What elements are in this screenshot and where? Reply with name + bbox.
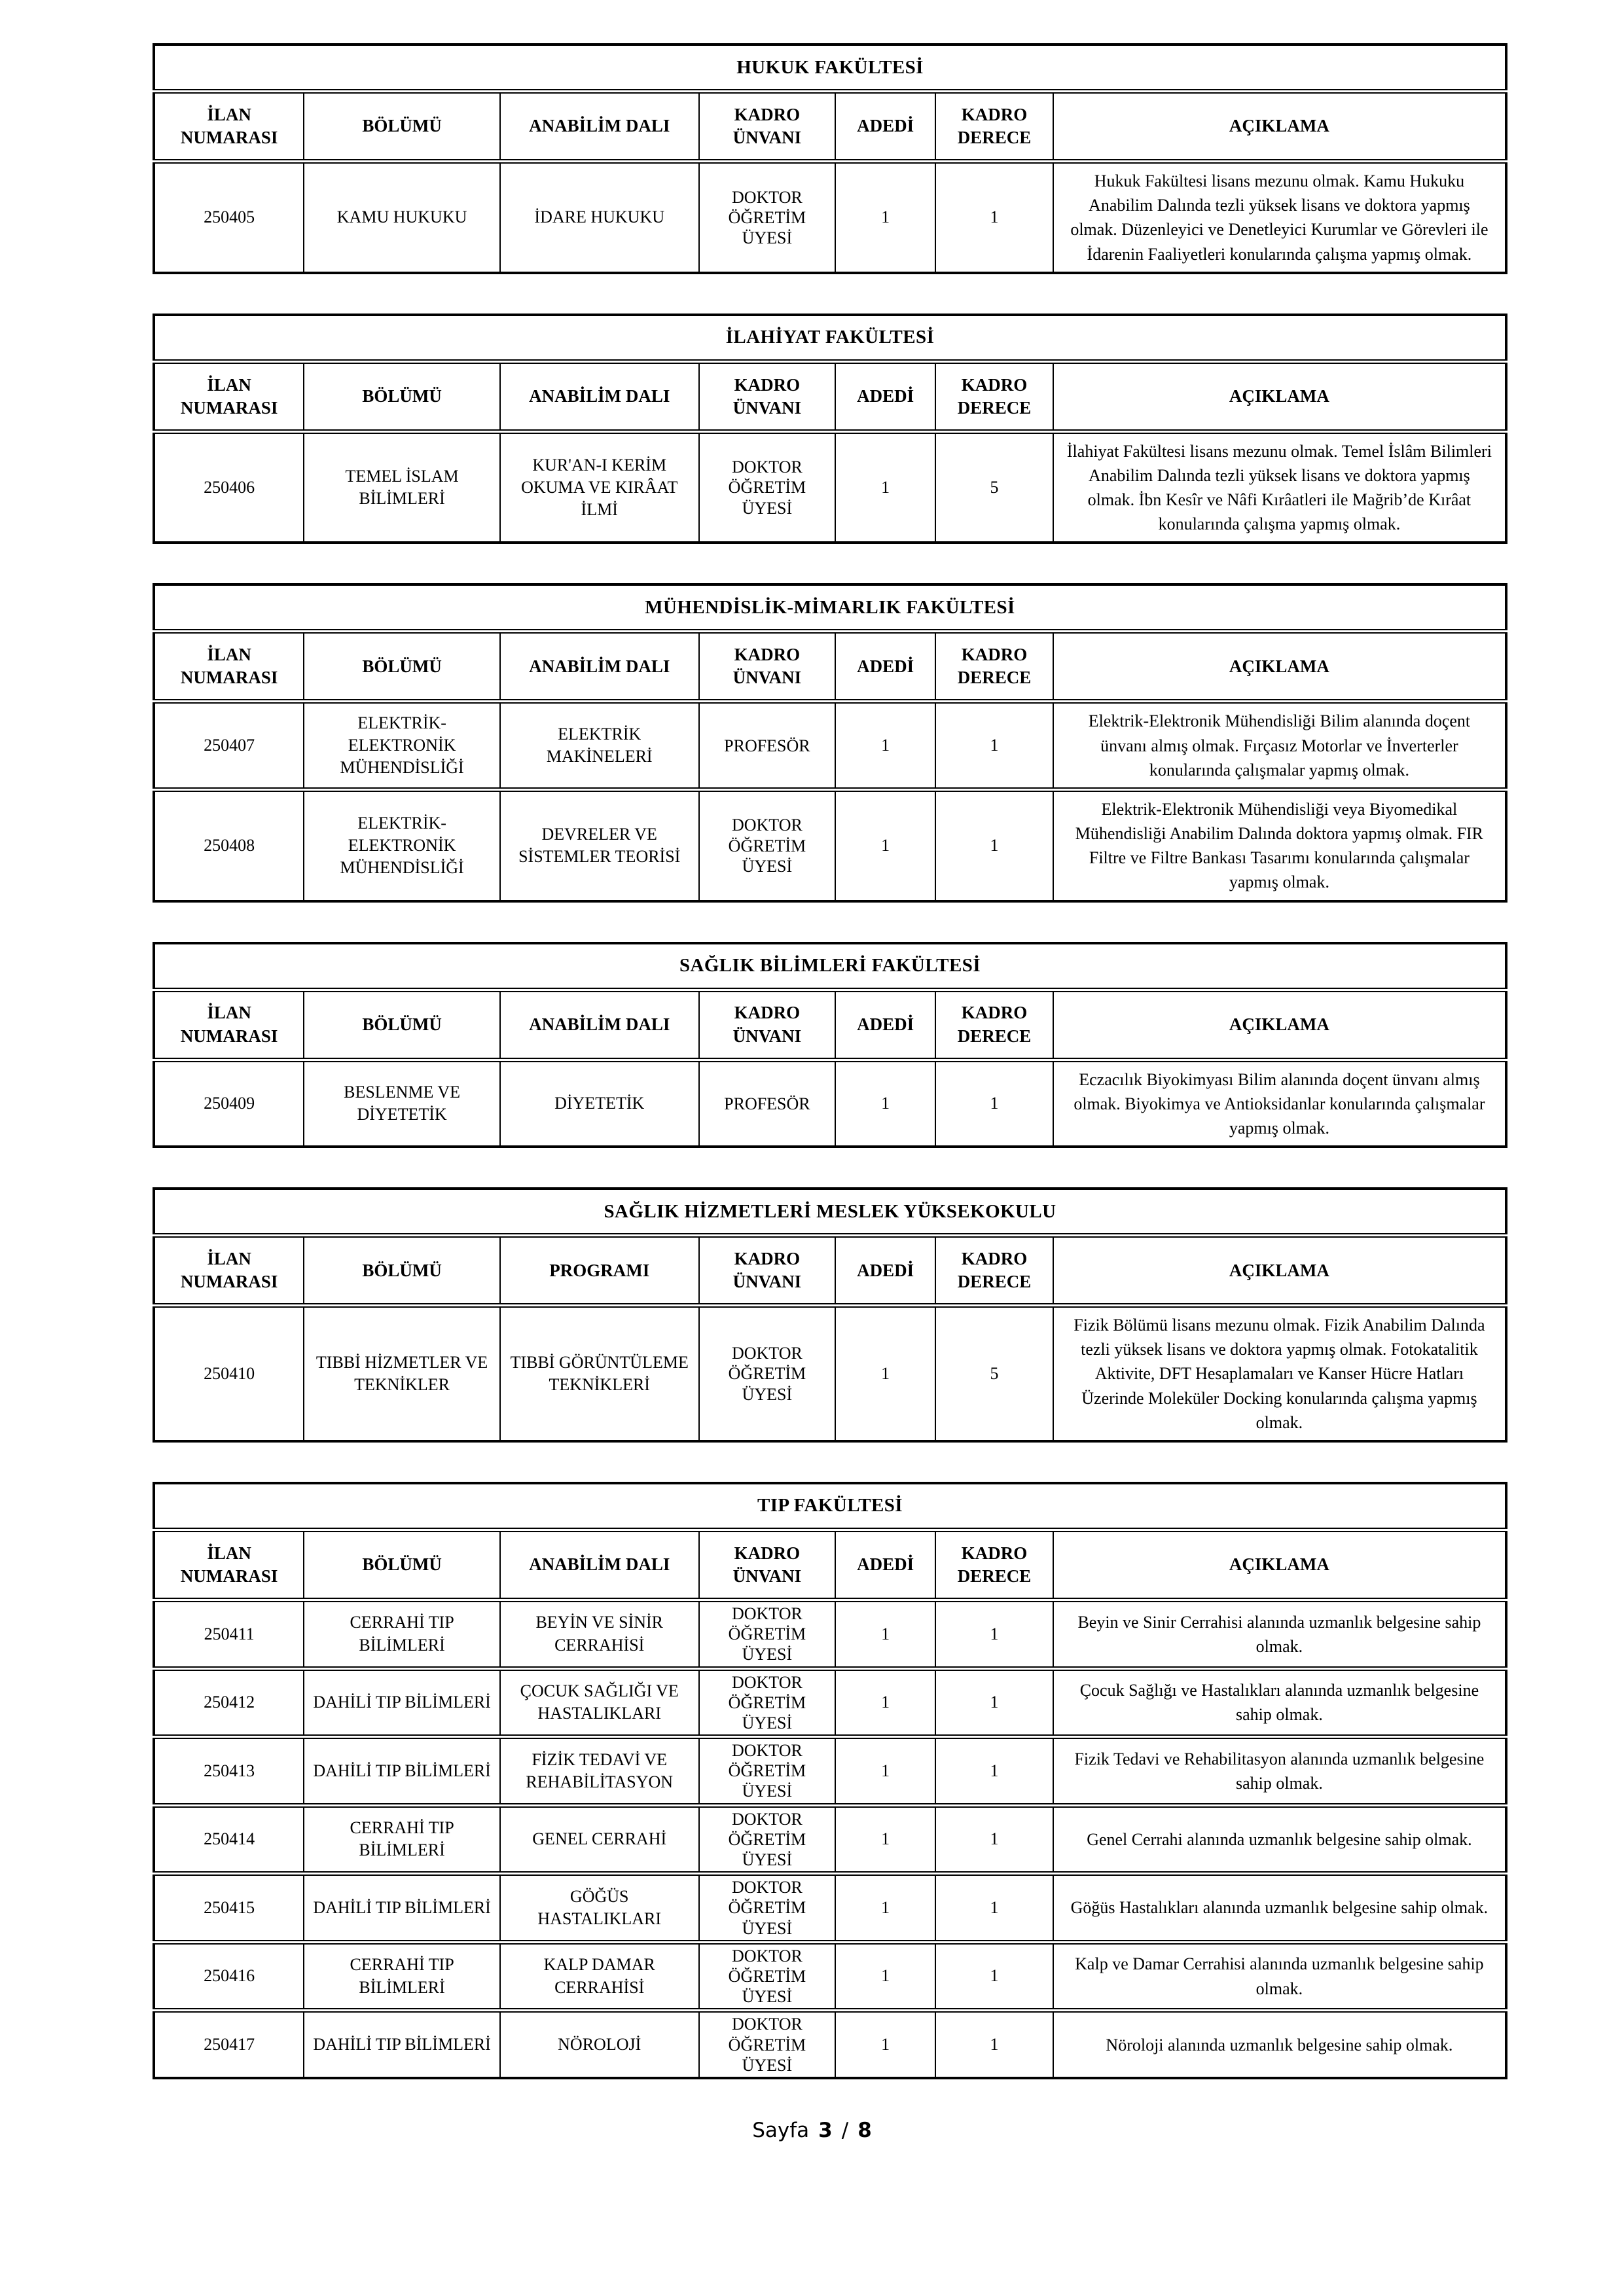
column-header-anabilim-dali: ANABİLİM DALI <box>500 92 699 162</box>
column-header-kadro-unvani: KADRO ÜNVANI <box>699 632 836 702</box>
adedi-cell: 1 <box>835 1874 935 1943</box>
position-row <box>154 1060 1506 1147</box>
bolumu-cell: CERRAHİ TIP BİLİMLERİ <box>304 1600 500 1668</box>
faculty-table-ilahiyat-fakultesi <box>153 314 1507 545</box>
column-header-kadro-derece: KADRO DERECE <box>935 632 1053 702</box>
anabilim-dali-cell: DİYETETİK <box>500 1060 699 1147</box>
column-header-bolumu: BÖLÜMÜ <box>304 632 500 702</box>
bolumu-cell: ELEKTRİK-ELEKTRONİK MÜHENDİSLİĞİ <box>304 789 500 901</box>
column-header-anabilim-dali: ANABİLİM DALI <box>500 1530 699 1600</box>
adedi-cell: 1 <box>835 1600 935 1668</box>
ilan-numarasi-cell: 250405 <box>154 162 304 273</box>
anabilim-dali-cell: GENEL CERRAHİ <box>500 1805 699 1874</box>
kadro-derece-cell: 1 <box>935 702 1053 790</box>
kadro-derece-cell: 1 <box>935 162 1053 273</box>
aciklama-cell: Fizik Tedavi ve Rehabilitasyon alanında uzmanlık belgesine sahip olmak. <box>1053 1737 1506 1806</box>
position-row <box>154 1600 1506 1668</box>
kadro-derece-cell: 5 <box>935 1306 1053 1441</box>
bolumu-cell: DAHİLİ TIP BİLİMLERİ <box>304 1668 500 1737</box>
aciklama-cell: İlahiyat Fakültesi lisans mezunu olmak. Temel İslâm Bilimleri Anabilim Dalında tezli yüksek lisans ve doktora yapmış olmak. İbn Kesîr ve Nâfi Kırâatleri ile Mağrib’de Kırâat konularında çalışma yapmış olmak. <box>1053 431 1506 543</box>
footer-page-number: 3 <box>818 2118 833 2142</box>
column-header-aciklama: AÇIKLAMA <box>1053 361 1506 431</box>
column-header-aciklama: AÇIKLAMA <box>1053 1530 1506 1600</box>
column-header-ilan-numarasi: İLAN NUMARASI <box>154 990 304 1060</box>
column-header-kadro-derece: KADRO DERECE <box>935 1530 1053 1600</box>
adedi-cell: 1 <box>835 1668 935 1737</box>
kadro-derece-cell: 1 <box>935 1942 1053 2011</box>
aciklama-cell: Göğüs Hastalıkları alanında uzmanlık belgesine sahip olmak. <box>1053 1874 1506 1943</box>
adedi-cell: 1 <box>835 431 935 543</box>
document-content <box>153 0 1507 2079</box>
faculty-table-muhendislik-mimarlik-fakultesi <box>153 583 1507 902</box>
ilan-numarasi-cell: 250415 <box>154 1874 304 1943</box>
column-header-kadro-unvani: KADRO ÜNVANI <box>699 1236 836 1306</box>
column-header-ilan-numarasi: İLAN NUMARASI <box>154 92 304 162</box>
anabilim-dali-cell: ÇOCUK SAĞLIĞI VE HASTALIKLARI <box>500 1668 699 1737</box>
kadro-derece-cell: 1 <box>935 1668 1053 1737</box>
aciklama-cell: Elektrik-Elektronik Mühendisliği Bilim alanında doçent ünvanı almış olmak. Fırçasız Motorlar ve İnverterler konularında çalışmalar yapmış olmak. <box>1053 702 1506 790</box>
aciklama-cell: Genel Cerrahi alanında uzmanlık belgesine sahip olmak. <box>1053 1805 1506 1874</box>
kadro-derece-cell: 1 <box>935 1737 1053 1806</box>
position-row <box>154 1805 1506 1874</box>
column-header-anabilim-dali: ANABİLİM DALI <box>500 632 699 702</box>
column-header-adedi: ADEDİ <box>835 632 935 702</box>
anabilim-dali-cell: GÖĞÜS HASTALIKLARI <box>500 1874 699 1943</box>
kadro-derece-cell: 5 <box>935 431 1053 543</box>
column-header-kadro-unvani: KADRO ÜNVANI <box>699 1530 836 1600</box>
column-header-kadro-derece: KADRO DERECE <box>935 1236 1053 1306</box>
bolumu-cell: TEMEL İSLAM BİLİMLERİ <box>304 431 500 543</box>
ilan-numarasi-cell: 250414 <box>154 1805 304 1874</box>
faculty-table-tip-fakultesi <box>153 1482 1507 2079</box>
column-header-ilan-numarasi: İLAN NUMARASI <box>154 1236 304 1306</box>
bolumu-cell: DAHİLİ TIP BİLİMLERİ <box>304 2011 500 2078</box>
position-row <box>154 1668 1506 1737</box>
column-header-aciklama: AÇIKLAMA <box>1053 92 1506 162</box>
faculty-table-saglik-hizmetleri-meslek-yuksekokulu <box>153 1187 1507 1443</box>
ilan-numarasi-cell: 250411 <box>154 1600 304 1668</box>
column-header-adedi: ADEDİ <box>835 1236 935 1306</box>
footer-label: Sayfa <box>752 2118 810 2142</box>
column-header-kadro-derece: KADRO DERECE <box>935 361 1053 431</box>
column-header-kadro-unvani: KADRO ÜNVANI <box>699 92 836 162</box>
adedi-cell: 1 <box>835 162 935 273</box>
column-header-kadro-derece: KADRO DERECE <box>935 92 1053 162</box>
column-header-anabilim-dali: ANABİLİM DALI <box>500 990 699 1060</box>
position-row <box>154 162 1506 273</box>
bolumu-cell: DAHİLİ TIP BİLİMLERİ <box>304 1874 500 1943</box>
footer-page-total: 8 <box>857 2118 872 2142</box>
bolumu-cell: TIBBİ HİZMETLER VE TEKNİKLER <box>304 1306 500 1441</box>
table-title-row <box>154 315 1506 362</box>
programi-cell: TIBBİ GÖRÜNTÜLEME TEKNİKLERİ <box>500 1306 699 1441</box>
aciklama-cell: Hukuk Fakültesi lisans mezunu olmak. Kamu Hukuku Anabilim Dalında tezli yüksek lisans ve doktora yapmış olmak. Düzenleyici ve Denetleyici Kurumlar ve Görevleri ile İdarenin Faaliyetleri konularında çalışma yapmış olmak. <box>1053 162 1506 273</box>
kadro-unvani-cell: PROFESÖR <box>699 1060 836 1147</box>
adedi-cell: 1 <box>835 702 935 790</box>
adedi-cell: 1 <box>835 1060 935 1147</box>
table-title: TIP FAKÜLTESİ <box>154 1483 1506 1530</box>
bolumu-cell: BESLENME VE DİYETETİK <box>304 1060 500 1147</box>
adedi-cell: 1 <box>835 2011 935 2078</box>
column-header-bolumu: BÖLÜMÜ <box>304 92 500 162</box>
table-header-row <box>154 990 1506 1060</box>
table-title: SAĞLIK BİLİMLERİ FAKÜLTESİ <box>154 943 1506 990</box>
column-header-bolumu: BÖLÜMÜ <box>304 1236 500 1306</box>
column-header-anabilim-dali: ANABİLİM DALI <box>500 361 699 431</box>
column-header-adedi: ADEDİ <box>835 990 935 1060</box>
column-header-kadro-unvani: KADRO ÜNVANI <box>699 990 836 1060</box>
anabilim-dali-cell: İDARE HUKUKU <box>500 162 699 273</box>
bolumu-cell: KAMU HUKUKU <box>304 162 500 273</box>
kadro-derece-cell: 1 <box>935 789 1053 901</box>
column-header-programi: PROGRAMI <box>500 1236 699 1306</box>
anabilim-dali-cell: NÖROLOJİ <box>500 2011 699 2078</box>
kadro-unvani-cell: PROFESÖR <box>699 702 836 790</box>
kadro-derece-cell: 1 <box>935 1874 1053 1943</box>
kadro-unvani-cell: DOKTOR ÖĞRETİM ÜYESİ <box>699 1805 836 1874</box>
table-title-row <box>154 45 1506 92</box>
table-title-row <box>154 943 1506 990</box>
table-title-row <box>154 1189 1506 1236</box>
column-header-aciklama: AÇIKLAMA <box>1053 1236 1506 1306</box>
kadro-derece-cell: 1 <box>935 1805 1053 1874</box>
column-header-bolumu: BÖLÜMÜ <box>304 990 500 1060</box>
table-title: SAĞLIK HİZMETLERİ MESLEK YÜKSEKOKULU <box>154 1189 1506 1236</box>
adedi-cell: 1 <box>835 1306 935 1441</box>
page-footer <box>0 2119 1624 2142</box>
column-header-kadro-unvani: KADRO ÜNVANI <box>699 361 836 431</box>
bolumu-cell: CERRAHİ TIP BİLİMLERİ <box>304 1942 500 2011</box>
aciklama-cell: Kalp ve Damar Cerrahisi alanında uzmanlık belgesine sahip olmak. <box>1053 1942 1506 2011</box>
anabilim-dali-cell: BEYİN VE SİNİR CERRAHİSİ <box>500 1600 699 1668</box>
anabilim-dali-cell: ELEKTRİK MAKİNELERİ <box>500 702 699 790</box>
column-header-bolumu: BÖLÜMÜ <box>304 1530 500 1600</box>
bolumu-cell: DAHİLİ TIP BİLİMLERİ <box>304 1737 500 1806</box>
position-row <box>154 789 1506 901</box>
column-header-aciklama: AÇIKLAMA <box>1053 990 1506 1060</box>
table-title: MÜHENDİSLİK-MİMARLIK FAKÜLTESİ <box>154 584 1506 632</box>
kadro-derece-cell: 1 <box>935 1600 1053 1668</box>
ilan-numarasi-cell: 250409 <box>154 1060 304 1147</box>
kadro-derece-cell: 1 <box>935 1060 1053 1147</box>
adedi-cell: 1 <box>835 1942 935 2011</box>
aciklama-cell: Elektrik-Elektronik Mühendisliği veya Biyomedikal Mühendisliği Anabilim Dalında doktora yapmış olmak. FIR Filtre ve Filtre Bankası Tasarımı konularında çalışmalar yapmış olmak. <box>1053 789 1506 901</box>
column-header-bolumu: BÖLÜMÜ <box>304 361 500 431</box>
table-header-row <box>154 632 1506 702</box>
kadro-unvani-cell: DOKTOR ÖĞRETİM ÜYESİ <box>699 2011 836 2078</box>
aciklama-cell: Eczacılık Biyokimyası Bilim alanında doçent ünvanı almış olmak. Biyokimya ve Antioksidanlar konularında çalışmalar yapmış olmak. <box>1053 1060 1506 1147</box>
position-row <box>154 431 1506 543</box>
aciklama-cell: Fizik Bölümü lisans mezunu olmak. Fizik Anabilim Dalında tezli yüksek lisans ve doktora yapmış olmak. Fotokatalitik Aktivite, DFT Hesaplamaları ve Kanser Hücre Hatları Üzerinde Moleküler Docking konularında çalışma yapmış olmak. <box>1053 1306 1506 1441</box>
ilan-numarasi-cell: 250410 <box>154 1306 304 1441</box>
ilan-numarasi-cell: 250417 <box>154 2011 304 2078</box>
position-row <box>154 1737 1506 1806</box>
table-header-row <box>154 92 1506 162</box>
table-header-row <box>154 1530 1506 1600</box>
faculty-table-saglik-bilimleri-fakultesi <box>153 942 1507 1149</box>
position-row <box>154 1306 1506 1441</box>
bolumu-cell: CERRAHİ TIP BİLİMLERİ <box>304 1805 500 1874</box>
column-header-adedi: ADEDİ <box>835 361 935 431</box>
column-header-adedi: ADEDİ <box>835 92 935 162</box>
column-header-ilan-numarasi: İLAN NUMARASI <box>154 361 304 431</box>
ilan-numarasi-cell: 250412 <box>154 1668 304 1737</box>
kadro-unvani-cell: DOKTOR ÖĞRETİM ÜYESİ <box>699 1600 836 1668</box>
ilan-numarasi-cell: 250406 <box>154 431 304 543</box>
column-header-kadro-derece: KADRO DERECE <box>935 990 1053 1060</box>
position-row <box>154 2011 1506 2078</box>
kadro-unvani-cell: DOKTOR ÖĞRETİM ÜYESİ <box>699 162 836 273</box>
table-header-row <box>154 1236 1506 1306</box>
table-title: İLAHİYAT FAKÜLTESİ <box>154 315 1506 362</box>
column-header-ilan-numarasi: İLAN NUMARASI <box>154 632 304 702</box>
position-row <box>154 1942 1506 2011</box>
footer-separator: / <box>841 2118 849 2142</box>
table-title: HUKUK FAKÜLTESİ <box>154 45 1506 92</box>
anabilim-dali-cell: KUR'AN-I KERİM OKUMA VE KIRÂAT İLMİ <box>500 431 699 543</box>
adedi-cell: 1 <box>835 1805 935 1874</box>
kadro-derece-cell: 1 <box>935 2011 1053 2078</box>
table-title-row <box>154 584 1506 632</box>
aciklama-cell: Çocuk Sağlığı ve Hastalıkları alanında uzmanlık belgesine sahip olmak. <box>1053 1668 1506 1737</box>
aciklama-cell: Nöroloji alanında uzmanlık belgesine sahip olmak. <box>1053 2011 1506 2078</box>
kadro-unvani-cell: DOKTOR ÖĞRETİM ÜYESİ <box>699 789 836 901</box>
ilan-numarasi-cell: 250408 <box>154 789 304 901</box>
adedi-cell: 1 <box>835 1737 935 1806</box>
anabilim-dali-cell: FİZİK TEDAVİ VE REHABİLİTASYON <box>500 1737 699 1806</box>
column-header-adedi: ADEDİ <box>835 1530 935 1600</box>
kadro-unvani-cell: DOKTOR ÖĞRETİM ÜYESİ <box>699 1306 836 1441</box>
position-row <box>154 1874 1506 1943</box>
ilan-numarasi-cell: 250416 <box>154 1942 304 2011</box>
kadro-unvani-cell: DOKTOR ÖĞRETİM ÜYESİ <box>699 431 836 543</box>
column-header-ilan-numarasi: İLAN NUMARASI <box>154 1530 304 1600</box>
ilan-numarasi-cell: 250413 <box>154 1737 304 1806</box>
aciklama-cell: Beyin ve Sinir Cerrahisi alanında uzmanlık belgesine sahip olmak. <box>1053 1600 1506 1668</box>
anabilim-dali-cell: DEVRELER VE SİSTEMLER TEORİSİ <box>500 789 699 901</box>
kadro-unvani-cell: DOKTOR ÖĞRETİM ÜYESİ <box>699 1737 836 1806</box>
table-title-row <box>154 1483 1506 1530</box>
position-row <box>154 702 1506 790</box>
adedi-cell: 1 <box>835 789 935 901</box>
table-header-row <box>154 361 1506 431</box>
kadro-unvani-cell: DOKTOR ÖĞRETİM ÜYESİ <box>699 1668 836 1737</box>
column-header-aciklama: AÇIKLAMA <box>1053 632 1506 702</box>
anabilim-dali-cell: KALP DAMAR CERRAHİSİ <box>500 1942 699 2011</box>
kadro-unvani-cell: DOKTOR ÖĞRETİM ÜYESİ <box>699 1874 836 1943</box>
bolumu-cell: ELEKTRİK-ELEKTRONİK MÜHENDİSLİĞİ <box>304 702 500 790</box>
ilan-numarasi-cell: 250407 <box>154 702 304 790</box>
faculty-table-hukuk-fakultesi <box>153 43 1507 274</box>
kadro-unvani-cell: DOKTOR ÖĞRETİM ÜYESİ <box>699 1942 836 2011</box>
